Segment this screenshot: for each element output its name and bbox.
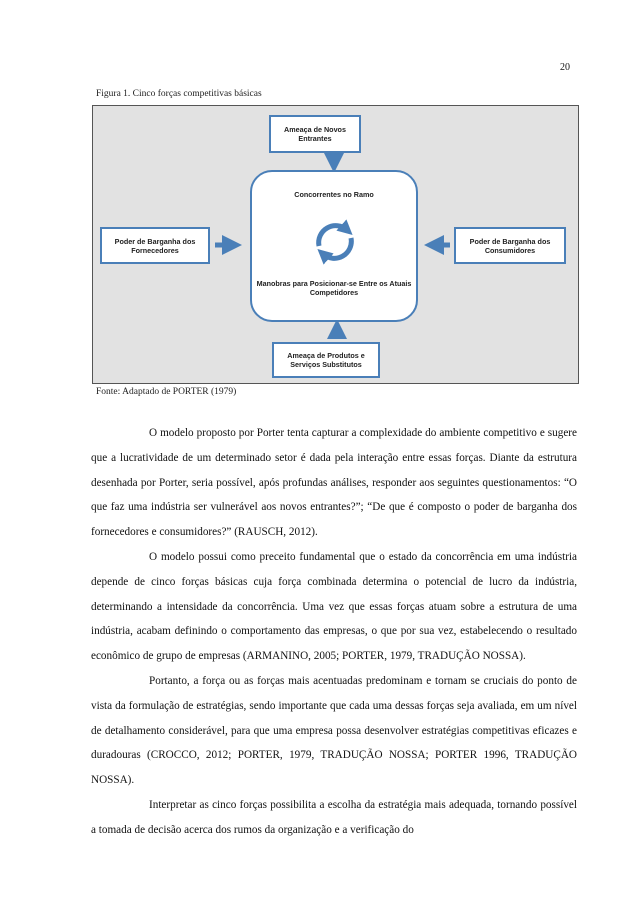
five-forces-diagram — [92, 105, 579, 384]
figure-source: Fonte: Adaptado de PORTER (1979) — [96, 387, 237, 397]
paragraph: O modelo possui como preceito fundamental que o estado da concorrência em uma indústria depende de cinco forças básicas cuja força combinada determina o potencial de lucro da indústria, determinando a intensidade da concorrência. Uma vez que essas forças atuam sobre a estrutura de uma indústria, acabam definindo o comportamento das empresas, o que por sua vez, estabelecendo o resultado econômico de grupo de empresas (ARMANINO, 2005; PORTER, 1979, TRADUÇÃO NOSSA). — [91, 550, 577, 663]
cycle-arrows-icon — [309, 216, 361, 268]
body-text — [91, 421, 577, 843]
box-new-entrants: Ameaça de Novos Entrantes — [269, 115, 361, 153]
figure-caption: Figura 1. Cinco forças competitivas básicas — [96, 89, 262, 99]
paragraph: Portanto, a força ou as forças mais acentuadas predominam e tornam se cruciais do ponto de vista da formulação de estratégias, sendo importante que cada uma dessas forças seja avaliada, em um nível de detalhamento considerável, para que uma empresa possa desenvolver estratégias competitivas eficazes e duradouras (CROCCO, 2012; PORTER, 1979, TRADUÇÃO NOSSA; PORTER 1996, TRADUÇÃO NOSSA). — [91, 674, 577, 787]
box-supplier-power: Poder de Barganha dos Fornecedores — [100, 227, 210, 264]
box-competitors — [250, 170, 418, 322]
competitors-title: Concorrentes no Ramo — [294, 190, 374, 199]
page-number: 20 — [560, 62, 570, 73]
box-buyer-power: Poder de Barganha dos Consumidores — [454, 227, 566, 264]
competitors-subtitle: Manobras para Posicionar-se Entre os Atuais Competidores — [256, 279, 412, 297]
paragraph: Interpretar as cinco forças possibilita a escolha da estratégia mais adequada, tornando possível a tomada de decisão acerca dos rumos da organização e a verificação do — [91, 798, 577, 836]
paragraph: O modelo proposto por Porter tenta capturar a complexidade do ambiente competitivo e sugere que a lucratividade de um determinado setor é dada pela interação entre essas forças. Diante da estrutura desenhada por Porter, seria possível, após profundas análises, responder aos seguintes questionamentos: “O que faz uma indústria ser vulnerável aos novos entrantes?”; “De que é composto o poder de barganha dos fornecedores e consumidores?” (RAUSCH, 2012). — [91, 427, 577, 539]
box-substitutes: Ameaça de Produtos e Serviços Substitutos — [272, 342, 380, 378]
